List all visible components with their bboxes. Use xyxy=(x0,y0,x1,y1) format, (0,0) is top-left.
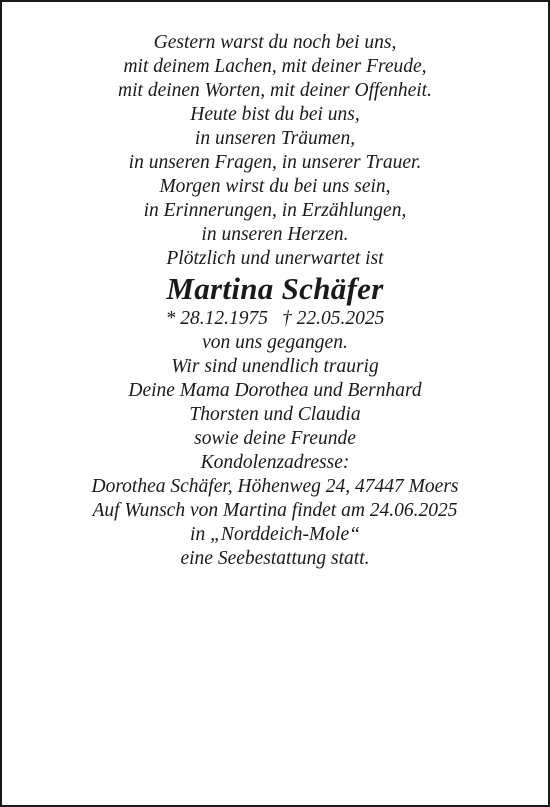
burial-line: Auf Wunsch von Martina findet am 24.06.2025 xyxy=(92,500,458,521)
poem-line: Gestern warst du noch bei uns, xyxy=(153,32,397,53)
burial-notice xyxy=(10,499,540,571)
deceased-name: Martina Schäfer xyxy=(166,271,384,306)
condolence-label: Kondolenzadresse: xyxy=(200,452,350,473)
burial-line: in „Norddeich-Mole“ xyxy=(190,524,360,545)
family-signatures xyxy=(10,379,540,451)
departed-text: von uns gegangen. xyxy=(202,332,348,353)
announcement-intro: Plötzlich und unerwartet ist xyxy=(166,248,384,269)
burial-line: eine Seebestattung statt. xyxy=(180,548,370,569)
poem-line: mit deinem Lachen, mit deiner Freude, xyxy=(123,56,427,77)
poem-stanza-1 xyxy=(10,31,540,103)
poem-line: Morgen wirst du bei uns sein, xyxy=(159,176,391,197)
family-line: Deine Mama Dorothea und Bernhard xyxy=(128,380,422,401)
poem-line: mit deinen Worten, mit deiner Offenheit. xyxy=(118,80,432,101)
poem-line: Heute bist du bei uns, xyxy=(190,104,360,125)
sorrow-text: Wir sind unendlich traurig xyxy=(171,356,379,377)
death-date: † 22.05.2025 xyxy=(282,308,385,329)
condolence-address-block xyxy=(10,451,540,499)
birth-date: * 28.12.1975 xyxy=(165,308,268,329)
poem-stanza-2 xyxy=(10,103,540,175)
obituary-notice xyxy=(10,31,540,571)
family-line: sowie deine Freunde xyxy=(194,428,356,449)
poem-line: in unseren Fragen, in unserer Trauer. xyxy=(128,152,422,173)
condolence-address: Dorothea Schäfer, Höhenweg 24, 47447 Moers xyxy=(91,476,459,497)
poem-stanza-3 xyxy=(10,175,540,247)
poem-line: in Erinnerungen, in Erzählungen, xyxy=(143,200,407,221)
family-line: Thorsten und Claudia xyxy=(189,404,361,425)
poem-line: in unseren Herzen. xyxy=(201,224,349,245)
poem-line: in unseren Träumen, xyxy=(194,128,356,149)
life-dates xyxy=(10,307,540,331)
